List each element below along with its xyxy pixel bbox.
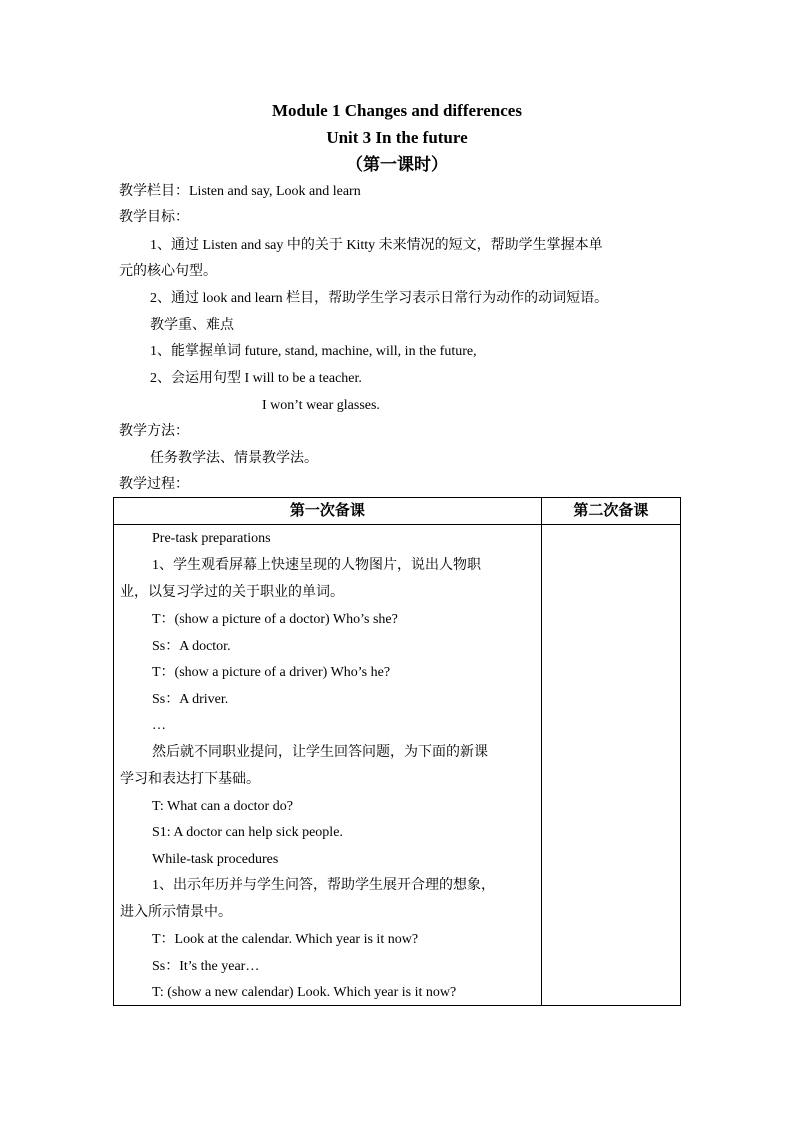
table-row <box>114 525 681 1006</box>
dialogue-line: T：Look at the calendar. Which year is it now? <box>152 932 419 947</box>
goal-2: 2、通过 look and learn 栏目，帮助学生学习表示日常行为动作的动词短语。 <box>150 291 609 306</box>
key-point-1: 1、能掌握单词 future, stand, machine, will, in the future, <box>150 344 477 359</box>
while-step-1-line-1: 1、出示年历并与学生问答，帮助学生展开合理的想象， <box>152 878 495 893</box>
teaching-column: 教学栏目：Listen and say, Look and learn <box>119 184 361 199</box>
unit-title: Unit 3 In the future <box>326 128 468 147</box>
dialogue-line: S1: A doctor can help sick people. <box>152 825 343 840</box>
key-points-label: 教学重、难点 <box>150 318 234 333</box>
first-preparation-header: 第一次备课 <box>114 498 542 525</box>
key-point-2-sentence-b: I won’t wear glasses. <box>262 398 380 413</box>
dialogue-line: Ss：A doctor. <box>152 639 231 654</box>
section-while-task: While-task procedures <box>152 852 279 867</box>
ellipsis-line: … <box>152 718 166 733</box>
methods-text: 任务教学法、情景教学法。 <box>150 451 318 466</box>
section-pre-task: Pre-task preparations <box>152 531 271 546</box>
dialogue-line: T: What can a doctor do? <box>152 799 293 814</box>
dialogue-line: T：(show a picture of a driver) Who’s he? <box>152 665 391 680</box>
step-1-line-2: 业，以复习学过的关于职业的单词。 <box>120 585 344 600</box>
table-header-row <box>114 498 681 525</box>
dialogue-line: T: (show a new calendar) Look. Which year is it now? <box>152 985 457 1000</box>
dialogue-line: T：(show a picture of a doctor) Who’s she? <box>152 612 398 627</box>
process-label: 教学过程： <box>119 477 189 492</box>
first-preparation-cell <box>114 525 542 1006</box>
while-step-1-line-2: 进入所示情景中。 <box>120 905 232 920</box>
lesson-plan-table <box>113 497 681 1006</box>
step-note-line-2: 学习和表达打下基础。 <box>120 772 260 787</box>
second-preparation-header: 第二次备课 <box>541 498 680 525</box>
second-preparation-cell <box>541 525 680 1006</box>
key-point-2: 2、会运用句型 I will to be a teacher. <box>150 371 362 386</box>
goal-1-line-1: 1、通过 Listen and say 中的关于 Kitty 未来情况的短文，帮助学生掌握本单 <box>150 238 603 253</box>
goals-label: 教学目标： <box>119 210 189 225</box>
goal-1-line-2: 元的核心句型。 <box>119 264 217 279</box>
methods-label: 教学方法： <box>119 424 189 439</box>
step-note-line-1: 然后就不同职业提问，让学生回答问题，为下面的新课 <box>152 745 488 760</box>
document-title: Module 1 Changes and differences <box>272 101 522 120</box>
lesson-subtitle: （第一课时） <box>346 155 448 174</box>
dialogue-line: Ss：A driver. <box>152 692 229 707</box>
dialogue-line: Ss：It’s the year… <box>152 959 260 974</box>
step-1-line-1: 1、学生观看屏幕上快速呈现的人物图片，说出人物职 <box>152 558 481 573</box>
